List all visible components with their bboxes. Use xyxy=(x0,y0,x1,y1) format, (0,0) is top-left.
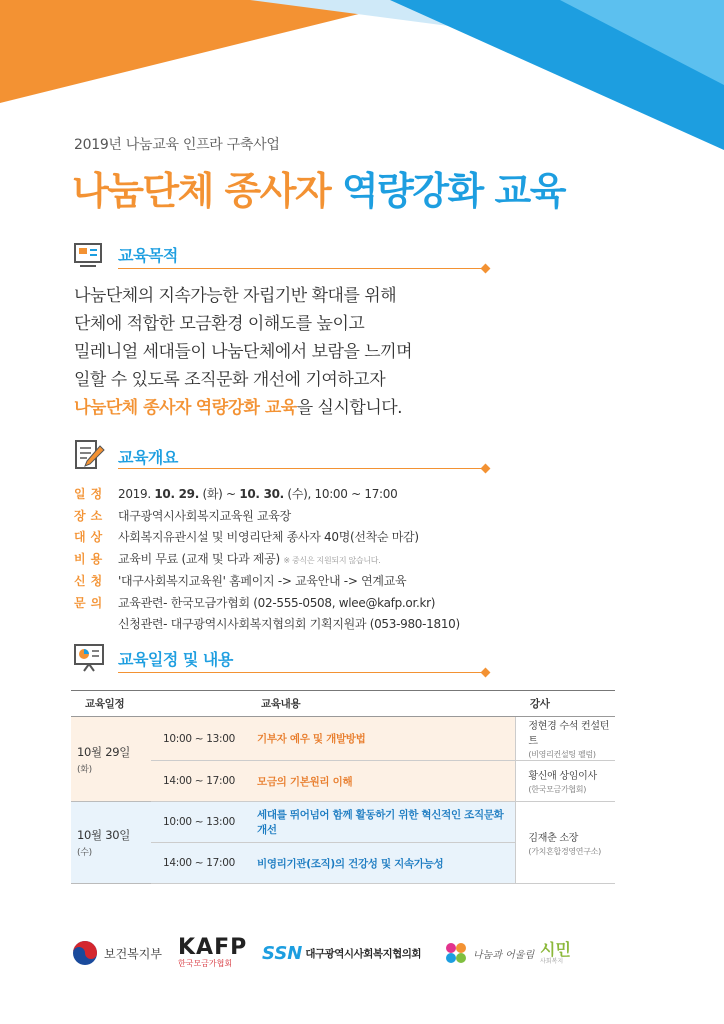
purpose-line: 밀레니얼 세대들이 나눔단체에서 보람을 느끼며 xyxy=(74,342,413,362)
overview-row-date xyxy=(74,484,460,506)
col-header-content: 교육내용 xyxy=(247,691,516,717)
logo-kafp: KAFP 한국모금가협회 xyxy=(178,935,248,968)
purpose-highlight-2: 역량강화 교육 xyxy=(195,398,297,418)
purpose-heading: 교육목적 xyxy=(118,246,178,265)
document-pencil-icon xyxy=(72,438,106,472)
purpose-last-rest: 을 실시합니다. xyxy=(296,398,403,418)
target-label: 대상 xyxy=(74,530,108,544)
apply-label: 신청 xyxy=(74,574,108,588)
overview-row-target xyxy=(74,527,460,549)
purpose-line: 단체에 적합한 모금환경 이해도를 높이고 xyxy=(74,314,365,334)
purpose-divider-dot xyxy=(481,264,491,274)
overview-divider xyxy=(118,468,484,469)
col-header-instructor: 강사 xyxy=(516,691,615,717)
contact-line-2: 신청관련- 대구광역시사회복지협의회 기획지원과 (053-980-1810) xyxy=(118,617,460,631)
overview-list xyxy=(74,484,460,636)
purpose-line: 일할 수 있도록 조직문화 개선에 기여하고자 xyxy=(74,370,386,390)
day1-date: 10월 29일 (화) xyxy=(71,717,151,802)
contact-value xyxy=(118,593,460,636)
logo-nanum: 나눔과 어울림 xyxy=(442,930,534,976)
overview-row-apply xyxy=(74,571,460,593)
fee-note: ※ 중식은 지원되지 않습니다. xyxy=(283,555,381,565)
purpose-highlight-1: 나눔단체 종사자 xyxy=(74,398,191,418)
event-subtitle: 2019년 나눔교육 인프라 구축사업 xyxy=(74,137,280,153)
overview-row-place xyxy=(74,506,460,528)
overview-divider-dot xyxy=(481,464,491,474)
schedule-divider xyxy=(118,672,484,673)
session-time: 10:00 ~ 13:00 xyxy=(151,717,247,761)
overview-heading: 교육개요 xyxy=(118,448,178,467)
date-value: 2019. 10. 29. (화) ~ 10. 30. (수), 10:00 ~ 17:00 xyxy=(118,487,398,501)
purpose-line: 나눔단체의 지속가능한 자립기반 확대를 위해 xyxy=(74,286,397,306)
col-header-date: 교육일정 xyxy=(71,691,247,717)
session-time: 10:00 ~ 13:00 xyxy=(151,802,247,843)
schedule-table xyxy=(71,690,615,884)
purpose-line-last xyxy=(74,394,412,422)
flower-icon xyxy=(442,939,470,967)
overview-row-contact xyxy=(74,593,460,636)
page-title xyxy=(72,160,565,215)
session-content: 비영리기관(조직)의 건강성 및 지속가능성 xyxy=(247,843,516,884)
logo-simin: 시민 사회복지 xyxy=(540,939,571,965)
logo-ssn: SSN 대구광역시사회복지협의회 xyxy=(262,942,422,964)
apply-value: '대구사회복지교육원' 홈페이지 -> 교육안내 -> 연계교육 xyxy=(118,574,407,588)
header-decoration xyxy=(0,0,724,150)
title-part-2: 역량강화 교육 xyxy=(341,169,565,213)
sponsor-logos xyxy=(0,930,724,980)
session-instructor: 김재춘 소장 (가치혼합경영연구소) xyxy=(516,802,615,884)
fee-label: 비용 xyxy=(74,551,108,566)
contact-line-1: 교육관련- 한국모금가협회 (02-555-0508, wlee@kafp.or.kr) xyxy=(118,595,436,610)
schedule-heading: 교육일정 및 내용 xyxy=(118,650,233,669)
fee-value: 교육비 무료 (교재 및 다과 제공) ※ 중식은 지원되지 않습니다. xyxy=(118,551,381,566)
contact-label: 문의 xyxy=(74,595,108,610)
session-instructor: 황신애 상임이사 (한국모금가협회) xyxy=(516,761,615,802)
taegeuk-icon xyxy=(72,940,98,966)
table-row xyxy=(71,717,615,761)
session-content: 모금의 기본원리 이해 xyxy=(247,761,516,802)
schedule-header-row xyxy=(71,691,615,717)
session-instructor: 정현경 수석 컨설턴트 (비영리컨설팅 펠럼) xyxy=(516,717,615,761)
schedule-divider-dot xyxy=(481,668,491,678)
target-value: 사회복지유관시설 및 비영리단체 종사자 40명(선착순 마감) xyxy=(118,530,419,544)
title-part-1: 나눔단체 종사자 xyxy=(72,169,331,213)
session-content: 세대를 뛰어넘어 함께 활동하기 위한 혁신적인 조직문화 개선 xyxy=(247,802,516,843)
table-row xyxy=(71,802,615,843)
session-content: 기부자 예우 및 개발방법 xyxy=(247,717,516,761)
overview-row-fee xyxy=(74,549,460,572)
session-time: 14:00 ~ 17:00 xyxy=(151,761,247,802)
logo-mohw: 보건복지부 xyxy=(72,930,162,976)
presentation-board-icon xyxy=(72,640,106,674)
session-time: 14:00 ~ 17:00 xyxy=(151,843,247,884)
place-label: 장소 xyxy=(74,508,108,523)
purpose-divider xyxy=(118,268,484,269)
date-label: 일정 xyxy=(74,487,108,501)
purpose-text xyxy=(74,282,412,422)
monitor-icon xyxy=(72,238,106,272)
table-row xyxy=(71,761,615,802)
day2-date: 10월 30일 (수) xyxy=(71,802,151,884)
place-value: 대구광역시사회복지교육원 교육장 xyxy=(118,508,291,523)
